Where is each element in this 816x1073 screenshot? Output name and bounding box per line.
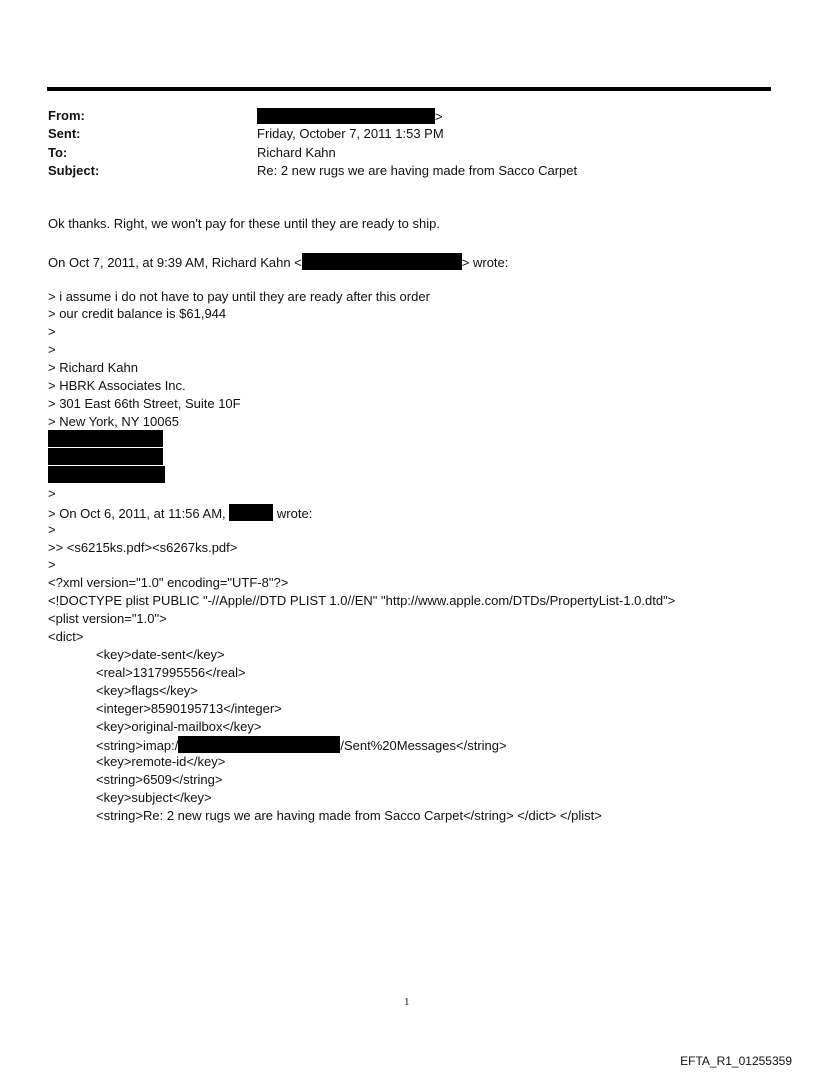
- imap-prefix: <string>imap:/: [96, 738, 179, 753]
- quoted-line: >: [48, 522, 56, 537]
- sent-value: Friday, October 7, 2011 1:53 PM: [257, 126, 444, 141]
- redaction-bar: [229, 504, 273, 521]
- redaction-block: [48, 466, 165, 483]
- plist-line: <key>flags</key>: [96, 683, 198, 698]
- redaction-bar: [302, 253, 462, 270]
- signature-city: > New York, NY 10065: [48, 414, 179, 429]
- plist-line: <key>date-sent</key>: [96, 647, 225, 662]
- from-suffix: >: [435, 109, 443, 124]
- quoted-line: > our credit balance is $61,944: [48, 306, 227, 321]
- document-id: EFTA_R1_01255359: [680, 1054, 792, 1068]
- quoted-line: > i assume i do not have to pay until they are ready after this order: [48, 289, 430, 304]
- quote-intro-prefix: On Oct 7, 2011, at 9:39 AM, Richard Kahn <: [48, 255, 302, 270]
- plist-imap-line: [96, 736, 507, 754]
- quoted-line: >: [48, 557, 56, 572]
- redaction-bar: [178, 736, 340, 753]
- sent-label: Sent:: [48, 126, 81, 141]
- quote-intro: [48, 253, 508, 271]
- doctype-line: <!DOCTYPE plist PUBLIC "-//Apple//DTD PLIST 1.0//EN" "http://www.apple.com/DTDs/PropertyList-1.0.dtd">: [48, 593, 676, 608]
- page-number: 1: [404, 996, 410, 1008]
- imap-suffix: /Sent%20Messages</string>: [340, 738, 507, 753]
- quoted-line: >: [48, 486, 56, 501]
- plist-line: <integer>8590195713</integer>: [96, 701, 282, 716]
- from-label: From:: [48, 108, 85, 123]
- dict-open: <dict>: [48, 629, 84, 644]
- header-rule: [47, 87, 771, 91]
- plist-line: <real>1317995556</real>: [96, 665, 246, 680]
- nested-quote-intro: [48, 504, 312, 522]
- plist-line: <key>remote-id</key>: [96, 754, 226, 769]
- plist-line: <key>subject</key>: [96, 790, 212, 805]
- redaction-block: [48, 430, 163, 447]
- signature-company: > HBRK Associates Inc.: [48, 378, 186, 393]
- from-value: [257, 108, 443, 124]
- signature-name: > Richard Kahn: [48, 360, 138, 375]
- xml-declaration: <?xml version="1.0" encoding="UTF-8"?>: [48, 575, 289, 590]
- attachments-line: >> <s6215ks.pdf><s6267ks.pdf>: [48, 540, 238, 555]
- plist-line: <string>6509</string>: [96, 772, 223, 787]
- to-label: To:: [48, 145, 68, 160]
- quoted-line: >: [48, 324, 56, 339]
- quoted-line: >: [48, 342, 56, 357]
- signature-address: > 301 East 66th Street, Suite 10F: [48, 396, 241, 411]
- redaction-bar: [257, 108, 435, 124]
- plist-line: <key>original-mailbox</key>: [96, 719, 262, 734]
- subject-label: Subject:: [48, 163, 100, 178]
- reply-text: Ok thanks. Right, we won't pay for these until they are ready to ship.: [48, 216, 440, 231]
- to-value: Richard Kahn: [257, 145, 336, 160]
- quote-intro-suffix: > wrote:: [461, 255, 509, 270]
- nested-intro-prefix: > On Oct 6, 2011, at 11:56 AM,: [48, 506, 226, 521]
- plist-line: <string>Re: 2 new rugs we are having made from Sacco Carpet</string> </dict> </plist>: [96, 808, 602, 823]
- nested-intro-suffix: wrote:: [276, 506, 313, 521]
- plist-open: <plist version="1.0">: [48, 611, 167, 626]
- redaction-block: [48, 448, 163, 465]
- subject-value: Re: 2 new rugs we are having made from Sacco Carpet: [257, 163, 578, 178]
